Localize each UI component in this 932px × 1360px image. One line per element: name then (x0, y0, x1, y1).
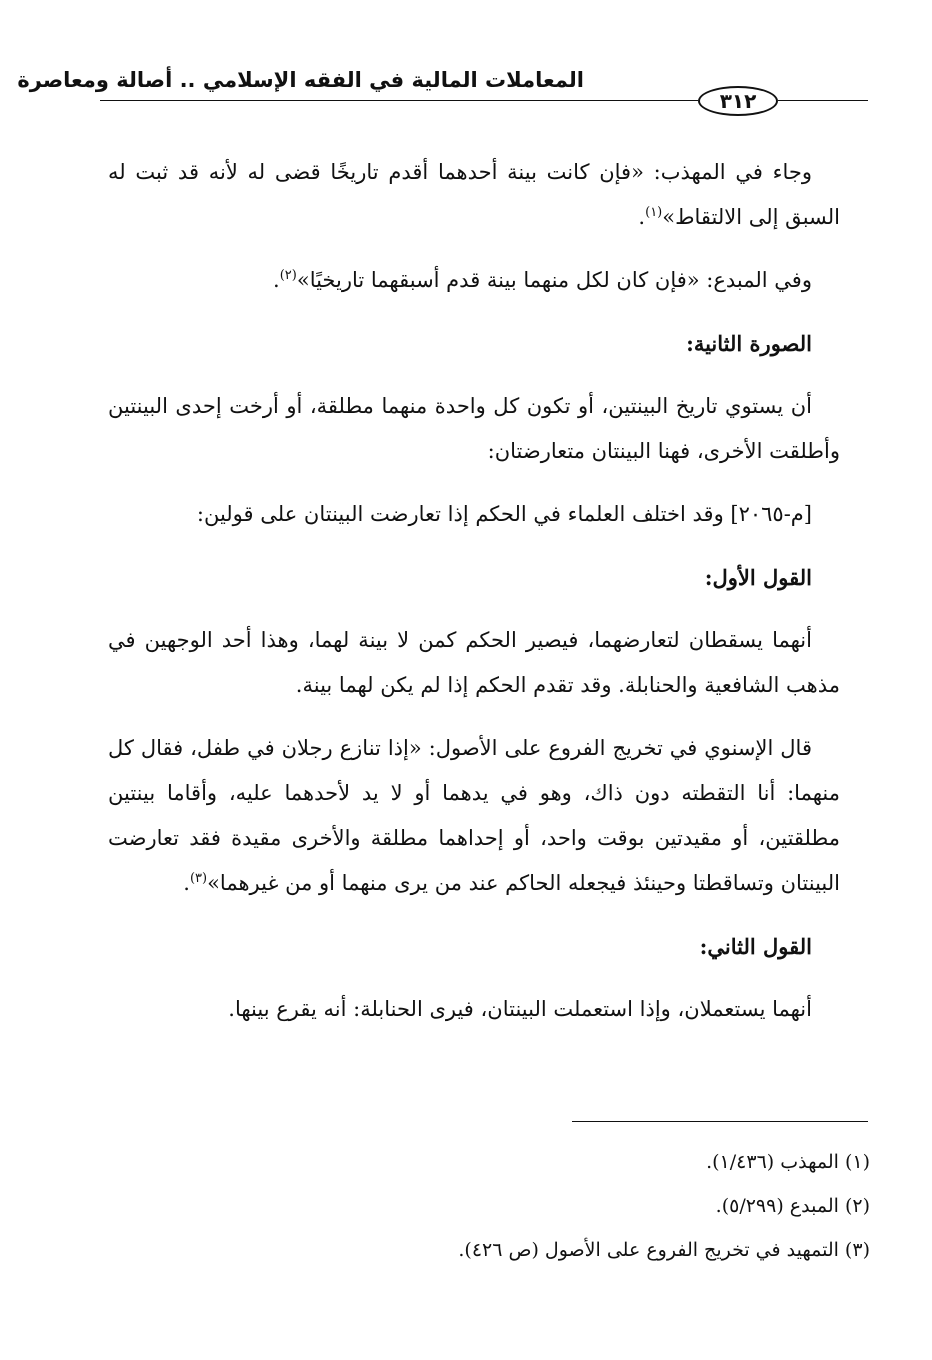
footnote-separator (572, 1121, 868, 1122)
paragraph: أن يستوي تاريخ البينتين، أو تكون كل واحدة منهما مطلقة، أو أرخت إحدى البينتين وأطلقت الأخرى، فهنا البينتان متعارضتان: (108, 394, 840, 463)
footnote-ref: (١) (645, 205, 663, 220)
footnote: (١) المهذب (١/٤٣٦). (706, 1151, 870, 1173)
paragraph: [م-٢٠٦٥] وقد اختلف العلماء في الحكم إذا تعارضت البينتان على قولين: (196, 502, 812, 526)
section-heading: القول الثاني: (699, 934, 812, 959)
main-text (108, 150, 840, 1050)
footnote-ref: (٣) (189, 871, 208, 886)
paragraph: أنهما يسقطان لتعارضهما، فيصير الحكم كمن لا بينة لهما، وهذا أحد الوجهين في مذهب الشافعية والحنابلة. وقد تقدم الحكم إذا لم يكن لهما بينة. (108, 628, 840, 697)
paragraph-text: وفي المبدع: «فإن كان لكل منهما بينة قدم أسبقهما تاريخيًا» (296, 268, 812, 292)
footnote: (٣) التمهيد في تخريج الفروع على الأصول (ص ٤٢٦). (458, 1239, 870, 1261)
section-heading: الصورة الثانية: (686, 331, 812, 356)
paragraph: أنهما يستعملان، وإذا استعملت البينتان، فيرى الحنابلة: أنه يقرع بينها. (228, 997, 812, 1021)
paragraph-text: وجاء في المهذب: «فإن كانت بينة أحدهما أقدم تاريخًا قضى له لأنه قد ثبت له السبق إلى الالتقاط» (108, 160, 840, 229)
paragraph (108, 258, 840, 303)
header-rule (778, 100, 868, 101)
paragraph-end: . (638, 205, 646, 229)
paragraph (108, 726, 840, 906)
header-rule (100, 100, 698, 101)
running-title: المعاملات المالية في الفقه الإسلامي .. أصالة ومعاصرة (17, 68, 584, 92)
paragraph (108, 150, 840, 240)
paragraph-end: . (273, 268, 280, 292)
page-number: ٣١٢ (698, 86, 778, 116)
footnote-ref: (٢) (279, 268, 297, 283)
footnotes (110, 1140, 870, 1272)
section-heading: القول الأول: (704, 565, 812, 590)
paragraph-end: . (183, 871, 190, 895)
paragraph-text: قال الإسنوي في تخريج الفروع على الأصول: «إذا تنازع رجلان في طفل، فقال كل منهما: أنا التقطته دون ذاك، وهو في يدهما أو لا يد لأحدهما عليه، وأقاما بينتين مطلقتين، أو مقيدتين بوقت واحد، أو إحداهما مطلقة والأخرى مقيدة فقد تعارضت البينتان وتساقطتا وحينئذ فيجعله الحاكم عند من يرى منهما أو من غيرهما» (108, 736, 840, 895)
footnote: (٢) المبدع (٥/٢٩٩). (715, 1195, 870, 1217)
